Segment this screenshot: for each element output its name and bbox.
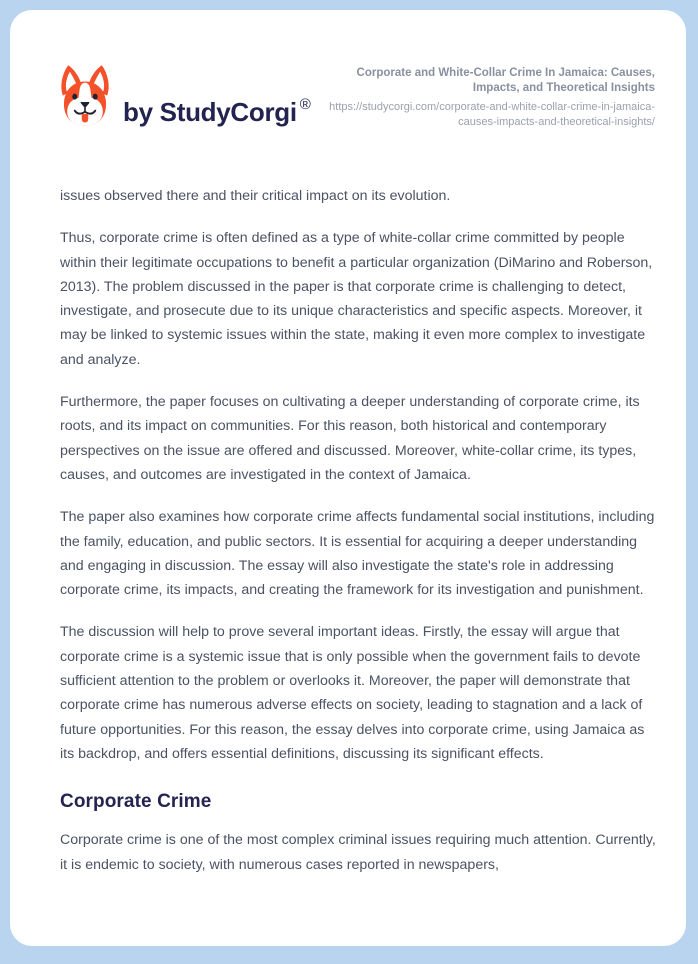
paragraph: The paper also examines how corporate crime affects fundamental social institutions, including the family, education, and public sectors. It is essential for acquiring a deeper understanding and engaging in discussion. The essay will also investigate the state's role in addressing corporate crime, its impacts, and creating the framework for its investigation and punishment. [60,509,655,599]
paragraph: Thus, corporate crime is often defined as a type of white-collar crime committed by people within their legitimate occupations to benefit a particular organization (DiMarino and Roberson, 2013). The problem discussed in the paper is that corporate crime is challenging to detect, investigate, and prosecute due to its unique characteristics and specific aspects. Moreover, it may be linked to systemic issues within the state, making it even more complex to investigate and analyze. [60,230,653,368]
document-card [10,10,686,946]
document-meta [311,63,655,129]
paragraph: Furthermore, the paper focuses on cultivating a deeper understanding of corporate crime, its roots, and its impact on communities. For this reason, both historical and contemporary perspectives on the issue are offered and discussed. Moreover, white-collar crime, its types, causes, and outcomes are investigated in the context of Jamaica. [60,394,640,483]
registered-trademark: ® [299,96,311,113]
paragraph: issues observed there and their critical impact on its evolution. [60,188,451,204]
document-title: Corporate and White-Collar Crime In Jamaica: Causes, Impacts, and Theoretical Insights [356,67,655,94]
section-heading: Corporate Crime [60,791,212,813]
article-content [10,129,686,877]
document-header [10,10,686,129]
paragraph: The discussion will help to prove several important ideas. Firstly, the essay will argue that corporate crime is a systemic issue that is only possible when the government fails to devote sufficient attention to the problem or overlooks it. Moreover, the paper will demonstrate that corporate crime has numerous adverse effects on society, leading to stagnation and a lack of future opportunities. For this reason, the essay delves into corporate crime, using Jamaica as its backdrop, and offers essential definitions, discussing its significant effects. [60,624,645,762]
corgi-logo-icon [58,63,112,127]
document-source-url[interactable]: https://studycorgi.com/corporate-and-white-collar-crime-in-jamaica-causes-impacts-and-theoretical-insights/ [329,101,655,128]
studycorgi-brand [58,63,311,127]
paragraph: Corporate crime is one of the most complex criminal issues requiring much attention. Currently, it is endemic to society, with numerous cases reported in newspapers, [60,832,656,873]
brand-name: by StudyCorgi [123,97,297,127]
